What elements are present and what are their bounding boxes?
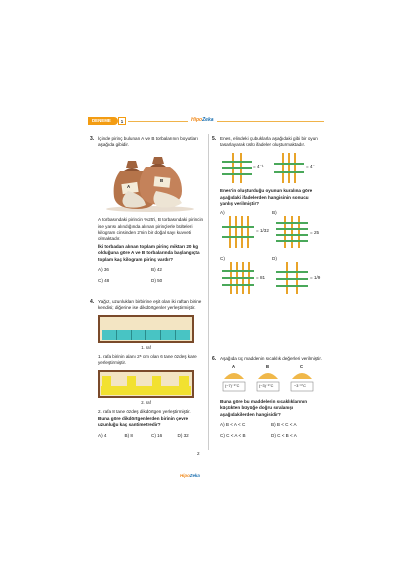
question-prompt: Buna göre bu maddelerin sıcaklıklarının küçükten büyüğe doğru sıralanışı aşağıdakilerden hangisidir? bbox=[220, 399, 308, 417]
option-d-letter: D) bbox=[272, 255, 277, 261]
option-c[interactable]: C) 16 bbox=[151, 432, 163, 438]
header-rule bbox=[128, 121, 324, 122]
example-2-result: = 4⁻ bbox=[306, 164, 315, 170]
brand-logo: HipoZeka bbox=[188, 117, 217, 124]
example-grids bbox=[220, 151, 322, 185]
question-4 bbox=[90, 299, 204, 439]
option-b[interactable]: B) B < C < A bbox=[271, 421, 297, 427]
shelf-1-caption: 1. raf bbox=[141, 345, 151, 351]
shelf-1-text: 1. rafa birinin alanı 2⁸ cm olan 6 tane özdeş kare yerleştirmiştir. bbox=[98, 354, 197, 366]
option-a[interactable]: A) 4 bbox=[98, 432, 107, 438]
footer-brand-logo: HipoZeka bbox=[180, 473, 200, 478]
option-c-value: = 81 bbox=[256, 274, 266, 280]
option-b[interactable]: B) 8 bbox=[124, 432, 133, 438]
shelf-2-figure bbox=[98, 370, 194, 398]
example-grid-2 bbox=[274, 153, 304, 183]
answer-options bbox=[98, 267, 204, 284]
question-6 bbox=[212, 356, 322, 439]
option-d-value: = 1/9 bbox=[310, 274, 321, 280]
option-d[interactable]: D) 32 bbox=[177, 432, 189, 438]
substances-figure bbox=[220, 365, 322, 395]
option-d[interactable]: D) 50 bbox=[151, 277, 163, 283]
shelf-1-figure bbox=[98, 315, 194, 343]
option-a-letter: A) bbox=[220, 209, 225, 215]
substance-b-temp: (−3)⁻¹°C bbox=[259, 384, 274, 389]
option-b-letter: B) bbox=[272, 209, 277, 215]
question-intro: İçinde pirinç bulunan A ve B torbalarının boyutları aşağıda gibidir. bbox=[98, 136, 198, 148]
option-c[interactable] bbox=[220, 256, 270, 298]
option-c[interactable]: C) 48 bbox=[98, 277, 110, 283]
option-a[interactable]: A) 36 bbox=[98, 266, 109, 272]
question-number: 5. bbox=[212, 136, 217, 142]
sack-a-label: A bbox=[127, 184, 131, 190]
option-c[interactable]: C) C < A < B bbox=[220, 432, 246, 438]
substance-b-label: B bbox=[266, 364, 270, 370]
page-header bbox=[88, 116, 324, 126]
option-b-grid bbox=[276, 216, 308, 248]
question-intro: Aşağıda üç maddenin sıcaklık değerleri verilmiştir. bbox=[220, 356, 322, 361]
test-number: 1 bbox=[118, 117, 126, 125]
test-tab: DENEME bbox=[88, 117, 118, 125]
answer-options bbox=[98, 433, 204, 439]
option-d-grid bbox=[276, 262, 308, 294]
option-a-grid bbox=[222, 216, 254, 248]
column-divider bbox=[208, 134, 209, 450]
option-a[interactable] bbox=[220, 210, 270, 252]
question-prompt: Enes'in oluşturduğu oyunun kuralına göre aşağıdaki ifadelerden hangisinin sonucu yanlış verilmiştir? bbox=[220, 188, 313, 206]
answer-options bbox=[220, 210, 322, 300]
substance-a-label: A bbox=[232, 364, 236, 370]
question-intro: Yağız, uzunlukları birbirine eşit olan iki raftan birine kendisi; diğerine ise dikdörtgenler yerleştirmiştir. bbox=[98, 299, 202, 311]
question-prompt: Buna göre dikdörtgenlerden birinin çevre uzunluğu kaç santimetredir? bbox=[98, 416, 189, 428]
option-b-value: = 25 bbox=[310, 229, 320, 235]
rice-sacks-figure bbox=[98, 151, 204, 213]
question-3 bbox=[90, 136, 204, 284]
substance-c-temp: −3⁻¹°C bbox=[294, 384, 306, 389]
substance-a-temp: (−7)⁻¹°C bbox=[225, 384, 240, 389]
question-prompt: İki torbadan alınan toplam pirinç miktarı 20 kg olduğuna göre A ve B torbalarında başlangıçta toplam kaç kilogram pirinç vardır? bbox=[98, 244, 200, 262]
question-number: 3. bbox=[90, 136, 95, 142]
rectangles-arrangement bbox=[100, 372, 192, 396]
option-c-letter: C) bbox=[220, 255, 225, 261]
option-c-grid bbox=[222, 262, 254, 294]
example-grid-1 bbox=[222, 153, 252, 183]
question-intro: Enes, elindeki çubuklarla aşağıdaki gibi bir oyun tasarlayarak üslü ifadeler oluşturmaktadır. bbox=[220, 136, 318, 148]
option-d[interactable]: D) C < B < A bbox=[271, 432, 297, 438]
option-a[interactable]: A) B < A < C bbox=[220, 421, 246, 427]
shelf-2-text: 2. rafa 8 tane özdeş dikdörtgen yerleştirmiştir. bbox=[98, 409, 191, 415]
rice-sacks-illustration bbox=[98, 151, 202, 213]
question-number: 6. bbox=[212, 356, 217, 362]
page-number: 2 bbox=[197, 451, 200, 456]
option-a-value: = 1/32 bbox=[256, 227, 269, 233]
question-5 bbox=[212, 136, 322, 300]
substance-c-label: C bbox=[300, 364, 304, 370]
answer-options bbox=[220, 422, 322, 439]
shelf-2-caption: 2. raf bbox=[141, 400, 151, 406]
square-row bbox=[102, 330, 190, 340]
sack-b-label: B bbox=[160, 178, 164, 184]
question-number: 4. bbox=[90, 299, 95, 305]
substance-piles bbox=[220, 365, 324, 395]
question-body: A torbasındaki pirincin %25'i, B torbasındaki pirincin ise yarısı alındığında alınan pirinçlerle bülteleri kilogram cinsinden 2'nin bir doğal sayı kuvveti olmaktadır. bbox=[98, 217, 204, 241]
option-d[interactable] bbox=[272, 256, 322, 298]
example-1-result: = 4⁻¹ bbox=[253, 164, 264, 170]
option-b[interactable] bbox=[272, 210, 322, 252]
option-b[interactable]: B) 42 bbox=[151, 266, 162, 272]
